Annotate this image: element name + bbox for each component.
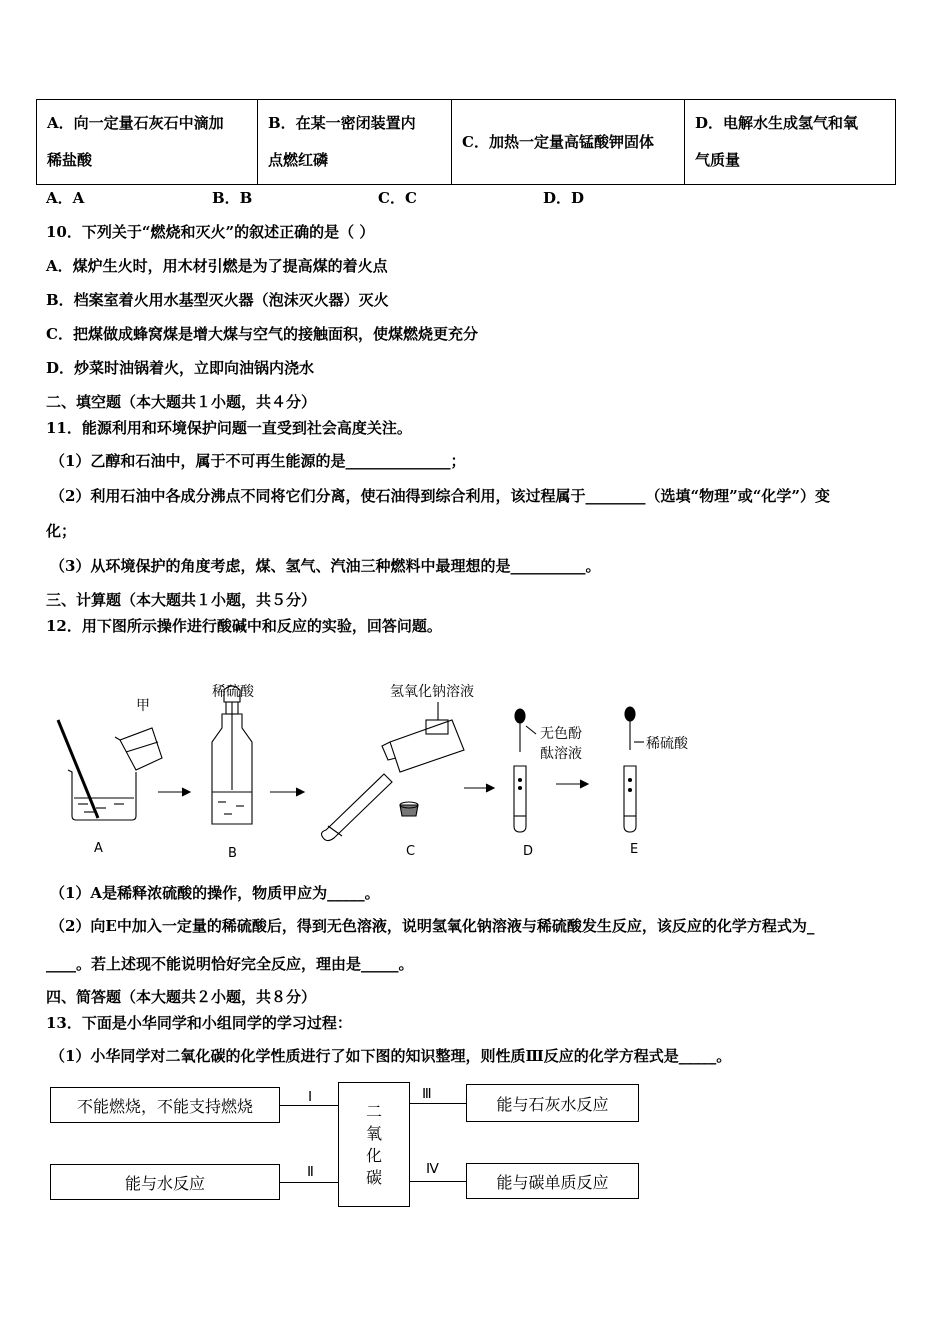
q9-choice-d: D．D bbox=[543, 189, 585, 207]
cell-line: C．加热一定量高锰酸钾固体 bbox=[462, 132, 654, 151]
co2-char: 碳 bbox=[365, 1167, 382, 1187]
property-box-1: 不能燃烧，不能支持燃烧 bbox=[50, 1087, 280, 1123]
label-jia: 甲 bbox=[136, 698, 150, 714]
label-h2so4-dilute: 稀硫酸 bbox=[646, 736, 688, 752]
cell-line: 点燃红磷 bbox=[268, 151, 329, 169]
cell-line: 气质量 bbox=[695, 151, 741, 169]
section-3-heading: 三、计算题（本大题共１小题，共５分） bbox=[46, 591, 317, 609]
label-phenolphthalein-1: 无色酚 bbox=[540, 726, 582, 742]
q10-option-d: D．炒菜时油锅着火，立即向油锅内浇水 bbox=[46, 359, 315, 377]
q9-choice-b: B．B bbox=[212, 189, 253, 207]
label-d: D bbox=[523, 844, 534, 859]
property-box-4: 能与碳单质反应 bbox=[466, 1163, 639, 1199]
label-e: E bbox=[630, 842, 639, 857]
cell-line: D．电解水生成氢气和氧 bbox=[695, 114, 859, 132]
q9-choice-c: C．C bbox=[378, 189, 417, 207]
arrow-icon bbox=[158, 788, 190, 796]
property-box-2: 能与水反应 bbox=[50, 1164, 280, 1200]
q12-stem: 12．用下图所示操作进行酸碱中和反应的实验，回答问题。 bbox=[46, 617, 442, 635]
beaker-a-icon bbox=[58, 720, 162, 820]
q12-part2: （2）向E中加入一定量的稀硫酸后，得到无色溶液，说明氢氧化钠溶液与稀硫酸发生反应，该反应的化学方程式为_ bbox=[50, 917, 815, 935]
option-c-cell bbox=[452, 100, 685, 185]
q10-stem: 10．下列关于“燃烧和灭火”的叙述正确的是（ ） bbox=[46, 223, 375, 241]
q11-stem: 11．能源利用和环境保护问题一直受到社会高度关注。 bbox=[46, 419, 412, 437]
connector-line bbox=[410, 1103, 466, 1104]
q11-part2-cont: 化； bbox=[46, 522, 77, 540]
co2-char: 二 bbox=[365, 1101, 382, 1121]
label-a: A bbox=[94, 841, 103, 856]
q9-choice-a: A．A bbox=[46, 189, 85, 207]
section-4-heading: 四、简答题（本大题共２小题，共８分） bbox=[46, 988, 317, 1006]
options-table bbox=[36, 99, 896, 185]
label-phenolphthalein-2: 酞溶液 bbox=[540, 746, 582, 762]
q10-option-b: B．档案室着火用水基型灭火器（泡沫灭火器）灭火 bbox=[46, 291, 389, 309]
q11-part1: （1）乙醇和石油中，属于不可再生能源的是______________； bbox=[50, 452, 466, 470]
label-naoh: 氢氧化钠溶液 bbox=[390, 684, 474, 700]
co2-center-box bbox=[338, 1082, 410, 1207]
q10-option-c: C．把煤做成蜂窝煤是增大煤与空气的接触面积，使煤燃烧更充分 bbox=[46, 325, 478, 343]
co2-char: 氧 bbox=[365, 1123, 382, 1143]
connector-line bbox=[410, 1181, 466, 1182]
arrow-icon bbox=[270, 788, 304, 796]
cell-line: 稀盐酸 bbox=[47, 151, 93, 169]
connector-line bbox=[280, 1182, 338, 1183]
q13-stem: 13．下面是小华同学和小组同学的学习过程： bbox=[46, 1014, 352, 1032]
property-box-3: 能与石灰水反应 bbox=[466, 1084, 639, 1122]
reagent-bottle-b-icon bbox=[212, 686, 252, 824]
option-b-cell bbox=[258, 100, 452, 185]
q11-part3: （3）从环境保护的角度考虑，煤、氢气、汽油三种燃料中最理想的是__________。 bbox=[50, 557, 601, 575]
roman-numeral-3: Ⅲ bbox=[422, 1087, 432, 1102]
section-2-heading: 二、填空题（本大题共１小题，共４分） bbox=[46, 393, 317, 411]
q10-option-a: A．煤炉生火时，用木材引燃是为了提高煤的着火点 bbox=[46, 257, 388, 275]
option-a-cell bbox=[37, 100, 258, 185]
label-c: C bbox=[406, 844, 416, 859]
label-b: B bbox=[228, 846, 237, 861]
test-tube-e-icon bbox=[624, 707, 644, 832]
q12-experiment-figure bbox=[40, 680, 720, 865]
test-tube-c-icon bbox=[322, 702, 465, 841]
arrow-icon bbox=[464, 784, 494, 792]
q12-part1: （1）A是稀释浓硫酸的操作，物质甲应为_____。 bbox=[50, 884, 380, 902]
q11-part2: （2）利用石油中各成分沸点不同将它们分离，使石油得到综合利用，该过程属于________（选填“物理”或“化学”）变 bbox=[50, 487, 830, 505]
roman-numeral-4: Ⅳ bbox=[426, 1162, 439, 1177]
label-h2so4: 稀硫酸 bbox=[212, 684, 254, 700]
option-d-cell bbox=[685, 100, 896, 185]
cell-line: A．向一定量石灰石中滴加 bbox=[47, 114, 224, 132]
arrow-icon bbox=[556, 780, 588, 788]
roman-numeral-1: Ⅰ bbox=[308, 1090, 313, 1105]
cell-line: B．在某一密闭装置内 bbox=[268, 114, 416, 132]
co2-char: 化 bbox=[365, 1145, 382, 1165]
q13-part1: （1）小华同学对二氧化碳的化学性质进行了如下图的知识整理，则性质Ⅲ反应的化学方程式是_____。 bbox=[50, 1047, 732, 1065]
q12-part2-cont: ____。若上述现不能说明恰好完全反应，理由是_____。 bbox=[46, 955, 414, 973]
roman-numeral-2: Ⅱ bbox=[307, 1165, 314, 1180]
test-tube-d-icon bbox=[514, 709, 536, 832]
